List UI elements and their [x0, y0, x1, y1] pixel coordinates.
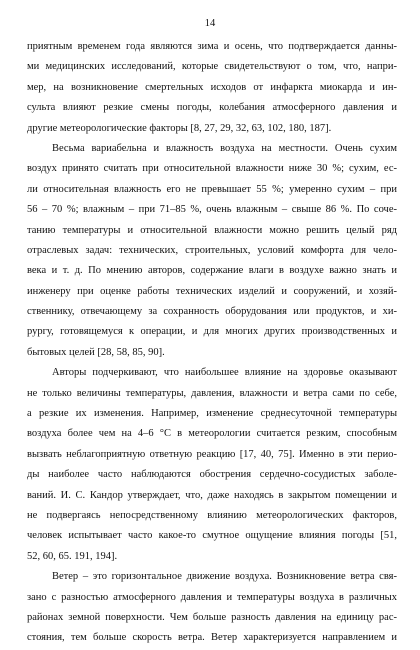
text-line: мер, на возникновение смертельных исходов от инфаркта миокарда и ин-: [27, 81, 397, 93]
page-number: 14: [204, 18, 216, 29]
text-line: а резкие их изменения. Например, изменение среднесуточной температуры: [27, 408, 397, 420]
text-line: отраслевых задач: технических, строительных, условий комфорта для чело-: [27, 244, 397, 256]
text-line: Весьма вариабельна и влажность воздуха на местности. Очень сухим: [52, 142, 397, 154]
paragraph-4: [27, 567, 397, 649]
text-line: ственнику, отвечающему за сохранность оборудования или продуктов, и хи-: [27, 306, 397, 318]
text-line: не подвергаясь непосредственному влиянию метеорологических факторов,: [27, 509, 397, 521]
paragraph-3: [27, 363, 397, 567]
text-line: 56 – 70 %; влажным – при 71–85 %, очень влажным – свыше 86 %. По сочe-: [27, 204, 397, 216]
text-line: бытовых целей [28, 58, 85, 90].: [27, 346, 165, 358]
text-line: стояния, тем больше скорость ветра. Ветер характеризуется направлением и: [27, 632, 397, 644]
text-line: века и т. д. По мнению авторов, содержание влаги в воздухе важно знать и: [27, 265, 397, 277]
text-line: воздух принято считать при относительной влажности ниже 30 %; сухим, ес-: [27, 163, 397, 175]
text-line: ваний. И. С. Кандор утверждает, что, даже находясь в закрытом помещении и: [27, 489, 397, 501]
text-line: районах земной поверхности. Чем больше разность давления на единицу рас-: [27, 611, 397, 623]
text-line: 52, 60, 65. 191, 194].: [27, 550, 118, 562]
text-line: зано с разностью атмосферного давления и температуры воздуха в различных: [27, 591, 397, 603]
text-line: другие метеорологические факторы [8, 27, 29, 32, 63, 102, 180, 187].: [27, 122, 332, 134]
text-line: рургу, готовящемуся к операции, и для многих других производственных и: [27, 326, 397, 338]
text-line: ми медицинских исследований, которые свидетельствуют о том, что, напри-: [27, 61, 397, 73]
text-line: сульта влияют резкие смены погоды, колебания атмосферного давления и: [27, 102, 397, 114]
text-line: не только величины температуры, давления, влажности и ветра сами по себе,: [27, 387, 397, 399]
text-line: ли относительная влажность его не превышает 55 %; умеренно сухим – при: [27, 183, 397, 195]
text-line: ды наиболее часто наблюдаются обострения сердечно-сосудистых заболе-: [27, 469, 397, 481]
text-line: Ветер – это горизонтальное движение воздуха. Возникновение ветра свя-: [52, 571, 397, 583]
body-text: [27, 37, 397, 649]
paragraph-2: [27, 139, 397, 363]
paragraph-1: [27, 37, 397, 139]
text-line: приятным временем года являются зима и осень, что подтверждается данны-: [27, 41, 397, 52]
text-line: вызвать неблагоприятную ответную реакцию [17, 40, 75]. Именно в эти перио-: [27, 448, 397, 460]
text-line: инженеру при оценке работы технических изделий и сооружений, и хозяй-: [27, 285, 397, 297]
text-line: воздуха более чем на 4–6 °С в метеорологии считается резким, способным: [27, 428, 397, 440]
text-line: танию температуры и относительной влажности можно решить целый ряд: [27, 224, 397, 236]
text-line: человек испытывает часто какое-то смутное ощущение влияния погоды [51,: [27, 530, 397, 542]
text-line: Авторы подчеркивают, что наибольшее влияние на здоровье оказывают: [52, 367, 397, 379]
